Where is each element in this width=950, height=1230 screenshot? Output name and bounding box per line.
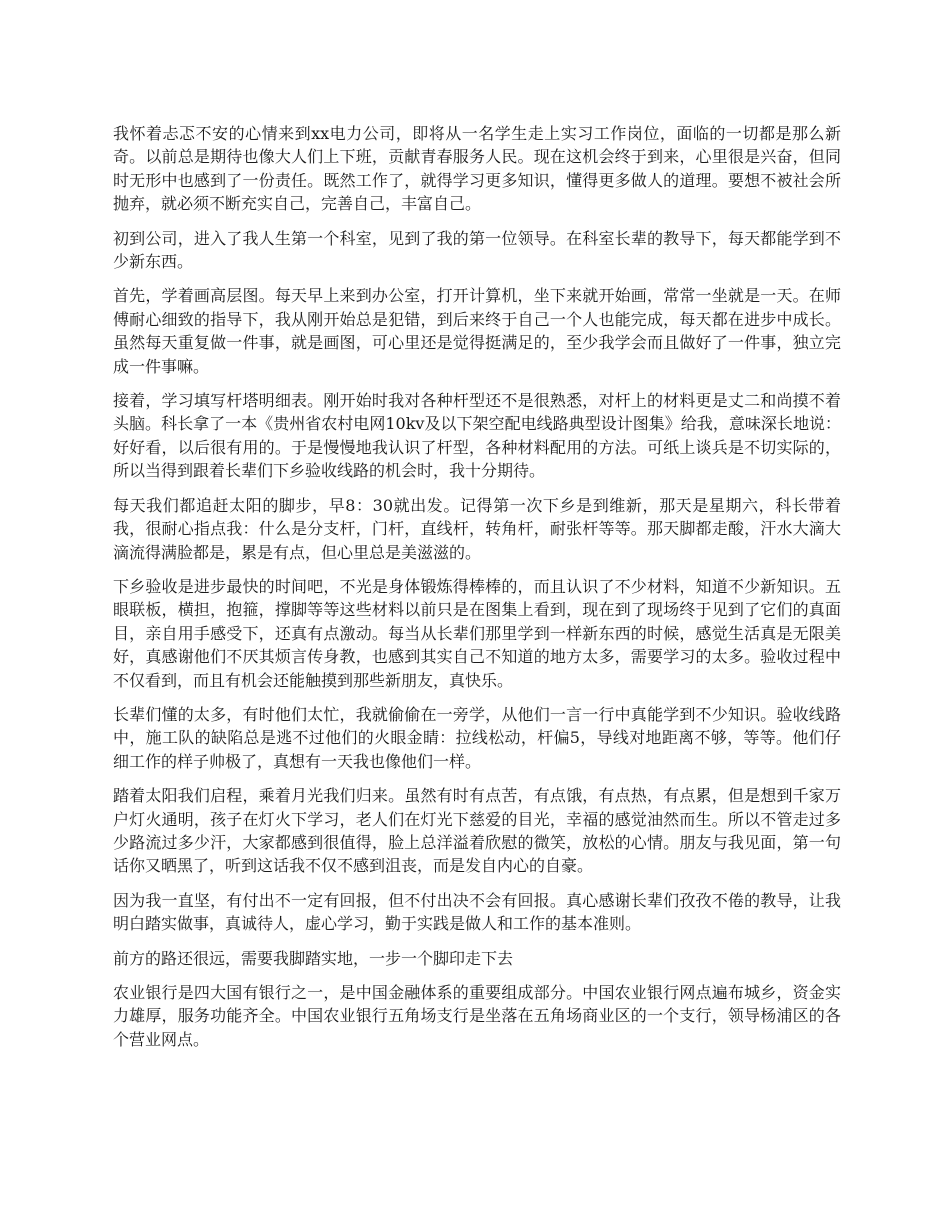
- paragraph-4: 接着，学习填写杆塔明细表。刚开始时我对各种杆型还不是很熟悉，对杆上的材料更是丈二和尚摸不着头脑。科长拿了一本《贵州省农村电网10kv及以下架空配电线路典型设计图集》给我，意味深长地说：好好看，以后很有用的。于是慢慢地我认识了杆型，各种材料配用的方法。可纸上谈兵是不切实际的，所以当得到跟着长辈们下乡验收线路的机会时，我十分期待。: [113, 391, 841, 481]
- paragraph-11: 农业银行是四大国有银行之一，是中国金融体系的重要组成部分。中国农业银行网点遍布城乡，资金实力雄厚，服务功能齐全。中国农业银行五角场支行是坐落在五角场商业区的一个支行，领导杨浦区的各个营业网点。: [113, 983, 841, 1049]
- paragraph-3: 首先，学着画高层图。每天早上来到办公室，打开计算机，坐下来就开始画，常常一坐就是一天。在师傅耐心细致的指导下，我从刚开始总是犯错，到后来终于自己一个人也能完成，每天都在进步中成长。虽然每天重复做一件事，就是画图，可心里还是觉得挺满足的，至少我学会而且做好了一件事，独立完成一件事嘛。: [113, 286, 841, 376]
- paragraph-7: 长辈们懂的太多，有时他们太忙，我就偷偷在一旁学，从他们一言一行中真能学到不少知识。验收线路中，施工队的缺陷总是逃不过他们的火眼金睛：拉线松动，杆偏5，导线对地距离不够，等等。他们仔细工作的样子帅极了，真想有一天我也像他们一样。: [113, 704, 841, 771]
- paragraph-8: 踏着太阳我们启程，乘着月光我们归来。虽然有时有点苦，有点饿，有点热，有点累，但是想到千家万户灯火通明，孩子在灯火下学习，老人们在灯光下慈爱的目光，幸福的感觉油然而生。所以不管走过多少路流过多少汗，大家都感到很值得，脸上总洋溢着欣慰的微笑，放松的心情。朋友与我见面，第一句话你又晒黑了，听到这话我不仅不感到沮丧，而是发自内心的自豪。: [113, 786, 841, 876]
- paragraph-1: 我怀着忐忑不安的心情来到xx电力公司，即将从一名学生走上实习工作岗位，面临的一切都是那么新奇。以前总是期待也像大人们上下班，贡献青春服务人民。现在这机会终于到来，心里很是兴奋，但同时无形中也感到了一份责任。既然工作了，就得学习更多知识，懂得更多做人的道理。要想不被社会所抛弃，就必须不断充实自己，完善自己，丰富自己。: [113, 124, 841, 214]
- paragraph-5: 每天我们都追赶太阳的脚步，早8：30就出发。记得第一次下乡是到维新，那天是星期六，科长带着我，很耐心指点我：什么是分支杆，门杆，直线杆，转角杆，耐张杆等等。那天脚都走酸，汗水大滴大滴流得满脸都是，累是有点，但心里总是美滋滋的。: [113, 495, 841, 562]
- paragraph-9: 因为我一直坚，有付出不一定有回报，但不付出决不会有回报。真心感谢长辈们孜孜不倦的教导，让我明白踏实做事，真诚待人，虚心学习，勤于实践是做人和工作的基本准则。: [113, 890, 841, 934]
- paragraph-6: 下乡验收是进步最快的时间吧，不光是身体锻炼得棒棒的，而且认识了不少材料，知道不少新知识。五眼联板，横担，抱箍，撑脚等等这些材料以前只是在图集上看到，现在到了现场终于见到了它们的真面目，亲自用手感受下，还真有点激动。每当从长辈们那里学到一样新东西的时候，感觉生活真是无限美好，真感谢他们不厌其烦言传身教，也感到其实自己不知道的地方太多，需要学习的太多。验收过程中不仅看到，而且有机会还能触摸到那些新朋友，真快乐。: [113, 576, 841, 690]
- document-body: [113, 122, 841, 1062]
- paragraph-2: 初到公司，进入了我人生第一个科室，见到了我的第一位领导。在科室长辈的教导下，每天都能学到不少新东西。: [113, 228, 841, 272]
- paragraph-10: 前方的路还很远，需要我脚踏实地，一步一个脚印走下去: [113, 948, 514, 968]
